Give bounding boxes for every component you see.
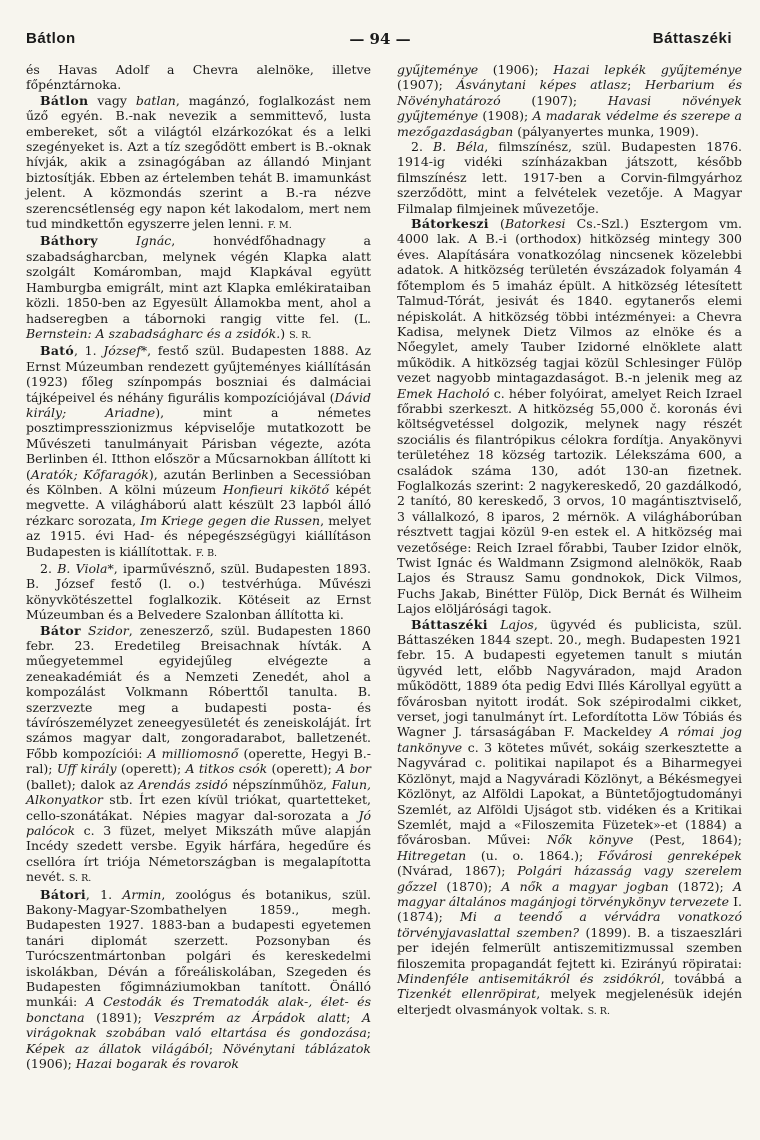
entry-paragraph: Bátorkeszi (Batorkesi Cs.-Szl.) Esztergom vm. 4000 lak. A B.-i (orthodox) hitközség mintegy 300 éves. Alapítására vonatkozólag nincsenek közelebbi adatok. A hitközség területén évszázadok folyamán 4 főtemplom és 5 imaház épült. A hitközség létesített Talmud-Tórát, jesivát és 1840. egytanerős elemi népiskolát. A hitközség többi intézményei: a Chevra Kadisa, melynek Dietz Vilmos az elnöke és a Nőegylet, amely Tauber Izidorné elnöklete alatt működik. A hitközség tagjai közül Schlesinger Fülöp vezet nagyobb mintagazdaságot. B.-n jelenik meg az Emek Hacholó c. héber folyóirat, amelyet Reich Izrael főrabbi szerkeszt. A hitközség 55,000 č. koronás évi költségvetéssel dolgozik, melynek nagy részét szociális és filantrópikus célokra fordítja. Anyakönyvi területéhez 18 község tartozik. Lélekszáma 600, a családok száma 130, adót 130-an fizetnek. Foglalkozás szerint: 2 nagykereskedő, 20 gazdálkodó, 2 tanító, 80 kereskedő, 3 orvos, 10 magántisztviselő, 3 vállalkozó, 8 iparos, 2 mérnök. A világháborúban résztvett tagjai közül 9-en estek el. A hitközség mai vezetősége: Reich Izrael főrabbi, Tauber Izidor elnök, Twist Ignác és Waldmann Zsigmond alelnökök, Raab Lajos és Strausz Samu gondnokok, Dick Vilmos, Fuchs Jakab, Binétter Fülöp, Dick Bernát és Wilheim Lajos elöljárósági tagok. xyxy=(397,216,742,617)
page-number: — 94 — xyxy=(349,30,411,48)
left-column xyxy=(26,62,371,1071)
entry-paragraph: Bátor Szidor, zeneszerző, szül. Budapesten 1860 febr. 23. Eredetileg Breisachnak hívták. A műegyetemmel egyidejűleg elvégezte a zeneakadémiát és a Nemzeti Zenedét, ahol a kompozálást Volkmann Róberttől tanulta. B. szerzvezte meg a budapesti posta- és távírószemélyzet zeneegyesületét és zeneiskoláját. Írt számos magyar dalt, zongoradarabot, balletzenét. Főbb kompozíciói: A milliomosnő (operette, Hegyi B.-ral); Uff király (operett); A titkos csók (operett); A bor (ballet); dalok az Arendás zsidó népszínműhöz, Falun, Alkonyatkor stb. Írt ezen kívül triókat, quartetteket, cello-szonátákat. Népies magyar dal-sorozata a Jó palócok c. 3 füzet, melyet Mikszáth műve alapján Incédy szedett versbe. Egyik hárfára, hegedűre és csellóra írt triója Németországban is megalapította nevét. S. R. xyxy=(26,622,372,885)
entry-paragraph: Báttaszéki Lajos, ügyvéd és publicista, szül. Báttaszéken 1844 szept. 20., megh. Budapesten 1921 febr. 15. A budapesti egyetemen tanult s miután ügyvéd lett, előbb Nagyváradon, majd Aradon működött, 1889 óta pedig Edvi Illés Károllyal együtt a fővárosban nyitott irodát. Sok szépirodalmi cikket, verset, jogi tanulmányt írt. Lefordította Löw Tóbiás és Wagner J. társaságában F. Mackeldey A római jog tankönyve c. 3 kötetes művét, sokáig szerkesztette a Nagyvárad c. politikai napilapot és a Biharmegyei Közlönyt, majd a Nagyváradi Közlönyt, a Békésmegyei Közlönyt, az Alföldi Lapokat, a Büntetőjogtudományi Szemlét, az Alföldi Ujságot stb. vidéken és a Kritikai Szemlét, majd a «Filoszemita Füzetek»-et (1884) a fővárosban. Művei: Nők könyve (Pest, 1864); Hitregetan (u. o. 1864.); Fővárosi genreképek (Nvárad, 1867); Polgári házasság vagy szerelem gőzzel (1870); A nők a magyar jogban (1872); A magyar általános magánjogi törvénykönyv tervezete I. (1874); Mi a teendő a vérvádra vonatkozó törvényjavaslattal szemben? (1899). B. a tiszaeszlári per idején felmerült antiszemitizmussal szemben filoszemita propagandát fejtett ki. Ezirányú röpiratai: Mindenféle antisemitákról és zsidókról, továbbá a Tizenkét ellenröpirat, melyek megjelenésük idején elterjedt olvasmányok voltak. S. R. xyxy=(397,616,743,1017)
entry-paragraph: gyűjteménye (1906); Hazai lepkék gyűjteménye (1907); Ásványtani képes atlasz; Herbarium és Növényhatározó (1907); Havasi növények gyűjteménye (1908); A madarak védelme és szerepe a mezőgazdaságban (pályanyertes munka, 1909). xyxy=(397,62,743,139)
entry-paragraph: Bátori, 1. Armin, zoológus és botanikus, szül. Bakony-Magyar-Szombathelyen 1859., megh. Budapesten 1927. 1883-ban a budapesti egyetemen tanári diplomát szerzett. Pozsonyban és Turócszentmártonban polgári és kereskedelmi iskolákban, Déván a főreáliskolában, Szegeden és Budapesten főgimnáziumokban tanított. Önálló munkái: A Cestodák és Trematodák alak-, élet- és bonctana (1891); Veszprém az Árpádok alatt; A virágoknak szobában való eltartása és gondozása; Képek az állatok világából; Növénytani táblázatok (1906); Hazai bogarak és rovarok xyxy=(26,886,371,1071)
text-columns xyxy=(26,62,742,1071)
right-column xyxy=(397,62,742,1071)
running-head-left: Bátlon xyxy=(26,30,76,47)
entry-paragraph: és Havas Adolf a Chevra alelnöke, illetve főpénztárnoka. xyxy=(26,62,371,93)
entry-paragraph: Bató, 1. József*, festő szül. Budapesten 1888. Az Ernst Múzeumban rendezett gyűjteményes kiállításán (1923) főleg színpompás boszniai és dalmáciai tájképeivel és néhány figurális kompozíciójával (Dávid király; Ariadne), mint a németes posztimpresszionizmus képviselője mutatkozott be Művészeti tanulmányait Párisban végezte, azóta Berlinben él. Itthon először a Műcsarnokban állított ki (Aratók; Kőfaragók), azután Berlinben a Secessióban és Kölnben. A kölni múzeum Honfieuri kikötő képét megvette. A világháború alatt készült 23 lapból álló rézkarc sorozata, Im Kriege gegen die Russen, melyet az 1915. évi Had- és népegészségügyi kiállításon Budapesten is kiállítottak. F. B. xyxy=(26,343,371,559)
running-head-right: Báttaszéki xyxy=(652,30,732,47)
entry-paragraph: 2. B. Béla, filmszínész, szül. Budapesten 1876. 1914-ig vidéki színházakban játszott, később filmszínész lett. 1917-ben a Corvin-filmgyárhoz szerződött, mint a felvételek vezetője. A Magyar Filmalap filmjeinek művezetője. xyxy=(397,139,742,216)
entry-paragraph: Bátlon vagy batlan, magánzó, foglalkozást nem űző egyén. B.-nak nevezik a semmittevő, lusta embereket, sőt a világtól elzárkozókat és a lelki szegényeket is. Azt a tíz szegődött embert is B.-oknak hívják, akik a zsinagógában az állandó Minjant biztosítják. Ebben az értelemben tehát B. imamunkást jelent. A közmondás szerint a B.-ra nézve szerencsétlenség egy napon két lakodalom, mert nem tud mindkettőn egyszerre jelen lenni. F. M. xyxy=(26,92,371,232)
entry-paragraph: Báthory Ignác, honvédfőhadnagy a szabadságharcban, melynek végén Klapka alatt szolgált Komáromban, majd Klapkával együtt Hamburgba emigrált, mint azt Klapka emlékirataiban közli. 1850-ben az Egyesült Államokba ment, ahol a hadseregben a tábornoki rangig vitte fel. (L. Bernstein: A szabadságharc és a zsidók.) S. R. xyxy=(26,233,371,341)
running-head xyxy=(20,30,740,52)
entry-paragraph: 2. B. Viola*, iparművésznő, szül. Budapesten 1893. B. József festő (l. o.) testvérhúga. Művészi könyvkötészettel foglalkozik. Kötéseit az Ernst Múzeumban és a Belvedere Szalonban állította ki. xyxy=(26,561,371,623)
